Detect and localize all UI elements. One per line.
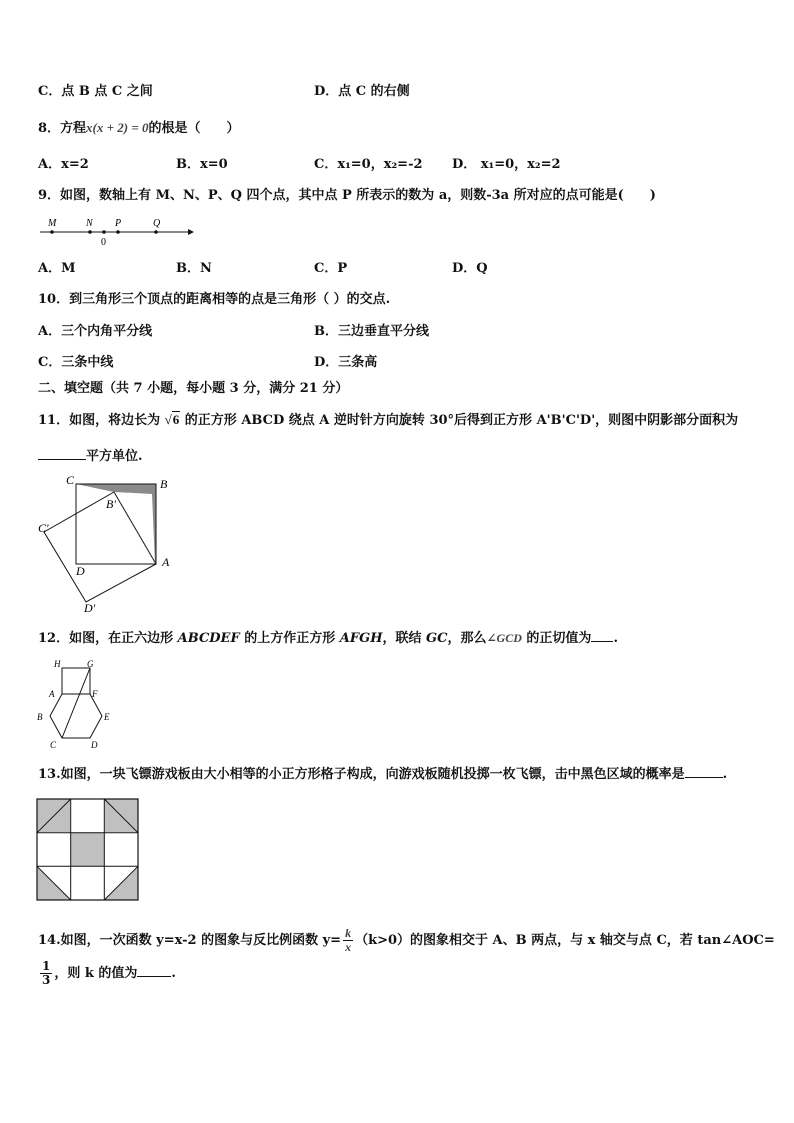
label-c: C: [66, 473, 75, 487]
q10-option-c: C．三条中线: [38, 355, 114, 370]
q11-stem: [38, 412, 738, 429]
q14-end: .: [171, 966, 176, 981]
q12-square-name: AFGH: [339, 631, 383, 646]
q10-option-b: B．三边垂直平分线: [314, 324, 429, 339]
q14-fraction-1-over-3: [40, 960, 52, 987]
q12-segment-name: GC: [426, 631, 448, 646]
point-q-dot: [154, 230, 158, 234]
q8-option-a: A．x=2: [38, 157, 89, 172]
q8-option-d: D． x₁=0，x₂=2: [452, 157, 561, 172]
number-line-arrow: [188, 229, 194, 235]
sqrt-radicand: 6: [172, 412, 180, 427]
q14-line2-text: ，则 k 的值为: [54, 966, 138, 981]
q12-hexagon-name: ABCDEF: [177, 631, 240, 646]
label-b: B: [160, 477, 168, 491]
q12-prefix: 12．如图，在正六边形: [38, 631, 174, 646]
q14-line2: [38, 960, 176, 987]
tan-numerator: 1: [42, 959, 51, 973]
q8-stem: [38, 120, 240, 137]
q13-stem: [38, 766, 727, 783]
q11-answer-blank: [38, 448, 86, 460]
label-c: C: [50, 740, 57, 750]
label-q: Q: [153, 218, 161, 229]
q8-prefix: 8．方程: [38, 121, 87, 136]
origin-dot: [102, 230, 106, 234]
label-b: B: [37, 712, 43, 722]
q12-mid1: 的上方作正方形: [244, 631, 336, 646]
label-f: F: [92, 689, 98, 699]
frac-numerator: k: [345, 926, 352, 940]
label-origin: 0: [101, 237, 106, 248]
label-a: A: [49, 689, 55, 699]
label-c-prime: C': [38, 521, 49, 535]
q14-stem: [38, 927, 775, 954]
square-a-b-c-d-prime: [44, 492, 156, 602]
label-b-prime: B': [106, 497, 116, 511]
q11-unit: 平方单位.: [86, 449, 143, 464]
q8-suffix: 的根是（ ）: [148, 121, 240, 136]
q11-line2: [38, 448, 143, 465]
tan-denominator: 3: [42, 973, 51, 987]
q14-suffix: （k>0）的图象相交于 A、B 两点，与 x 轴交与点 C，若 tan∠AOC=: [355, 933, 775, 948]
q12-suffix: 的正切值为: [526, 631, 592, 646]
q14-prefix: 14.如图，一次函数 y=x-2 的图象与反比例函数 y=: [38, 933, 342, 948]
q9-option-b: B．N: [176, 261, 212, 276]
hexagon-abcdef: [50, 694, 102, 738]
label-d: D: [91, 740, 98, 750]
label-h: H: [54, 659, 61, 669]
q12-mid2: ，联结: [382, 631, 422, 646]
q11-rotated-square-figure: [36, 474, 186, 614]
q9-number-line-figure: [38, 215, 198, 250]
sqrt-6: √6: [164, 412, 180, 427]
q14-fraction-k-over-x: [343, 927, 353, 954]
q7-option-c: C．点 B 点 C 之间: [38, 84, 153, 99]
q9-stem: 9．如图，数轴上有 M、N、P、Q 四个点，其中点 P 所表示的数为 a，则数-3a 所对应的点可能是( ): [38, 188, 656, 203]
label-m: M: [48, 218, 57, 229]
frac-denominator: x: [345, 940, 352, 954]
label-g: G: [87, 659, 94, 669]
q8-option-c: C．x₁=0，x₂=-2: [314, 157, 423, 172]
label-n: N: [86, 218, 93, 229]
point-n-dot: [88, 230, 92, 234]
q12-mid3: ，那么: [447, 631, 487, 646]
q11-suffix: 的正方形 ABCD 绕点 A 逆时针方向旋转 30°后得到正方形 A'B'C'D'，则图中阴影部分面积为: [184, 413, 739, 428]
label-a: A: [162, 555, 170, 569]
q13-dartboard-figure: [37, 799, 139, 901]
q9-option-d: D．Q: [452, 261, 488, 276]
square-afgh: [62, 668, 90, 694]
segment-gc: [62, 668, 90, 738]
q12-angle: ∠GCD: [486, 631, 522, 645]
label-p: P: [115, 218, 122, 229]
label-d: D: [76, 564, 85, 578]
q11-prefix: 11．如图，将边长为: [38, 413, 161, 428]
q8-option-b: B．x=0: [176, 157, 228, 172]
q13-text: 13.如图，一块飞镖游戏板由大小相等的小正方形格子构成，向游戏板随机投掷一枚飞镖，击中黑色区域的概率是: [38, 767, 685, 782]
q12-answer-blank: [591, 630, 613, 642]
label-d-prime: D': [84, 601, 96, 615]
point-p-dot: [116, 230, 120, 234]
q12-end: .: [613, 631, 618, 646]
q7-option-d: D．点 C 的右侧: [314, 84, 410, 99]
q10-option-d: D．三条高: [314, 355, 378, 370]
q9-option-c: C．P: [314, 261, 348, 276]
q12-stem: [38, 630, 618, 647]
q10-option-a: A．三个内角平分线: [38, 324, 153, 339]
q9-option-a: A．M: [38, 261, 76, 276]
q10-stem: 10．到三角形三个顶点的距离相等的点是三角形（ ）的交点.: [38, 292, 391, 307]
label-e: E: [104, 712, 110, 722]
shade-center: [71, 833, 104, 866]
section-2-title: 二、填空题（共 7 小题，每小题 3 分，满分 21 分）: [38, 381, 349, 396]
q8-equation: x(x + 2) = 0: [86, 120, 149, 135]
q12-hexagon-square-figure: [36, 656, 116, 752]
q13-answer-blank: [685, 766, 723, 778]
q14-answer-blank: [137, 965, 171, 977]
point-m-dot: [50, 230, 54, 234]
q13-end: .: [722, 767, 728, 782]
